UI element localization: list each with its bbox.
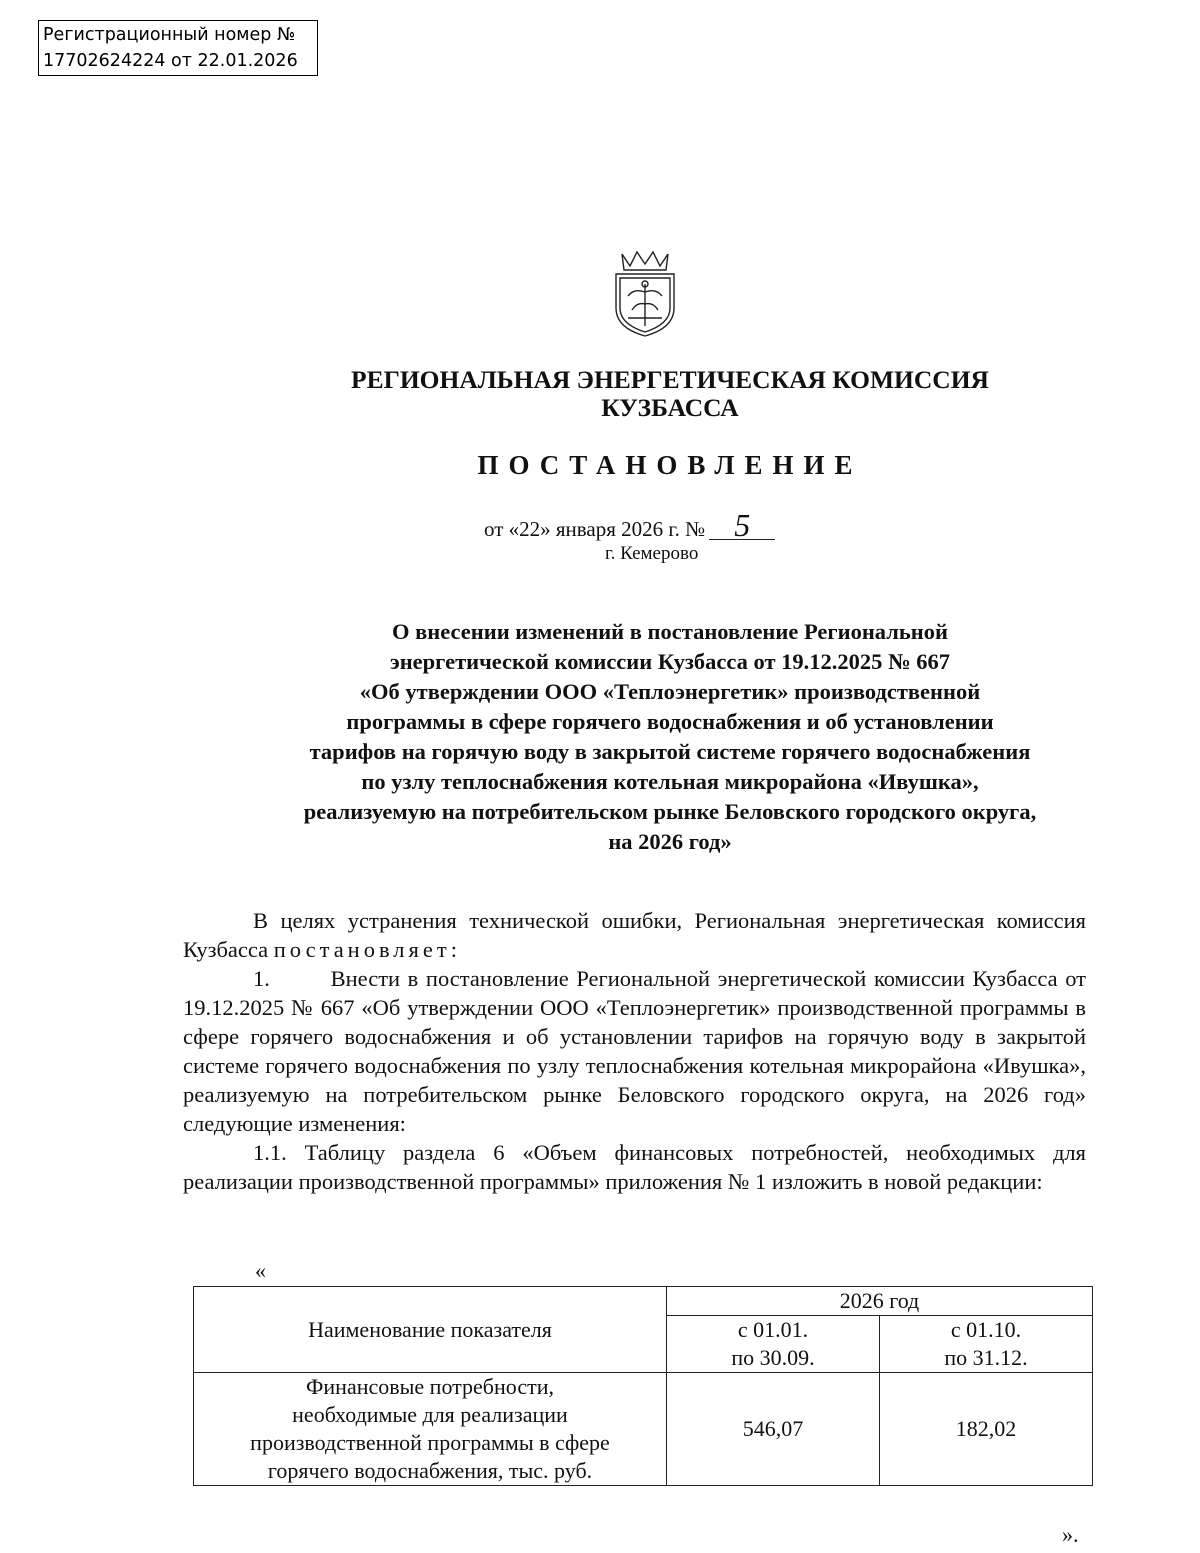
- period-1-end: по 30.09.: [731, 1345, 815, 1370]
- subject-line: энергетической комиссии Кузбасса от 19.12.2025 № 667: [389, 649, 951, 674]
- row-name-line: Финансовые потребности,: [306, 1374, 554, 1399]
- header-period-2: [880, 1316, 1093, 1373]
- item-1-paragraph: 1. Внести в постановление Региональной энергетической комиссии Кузбасса от 19.12.2025 № 667 «Об утверждении ООО «Теплоэнергетик» производственной программы в сфере горячего водоснабжения и об установлении тарифов на горячую воду в закрытой системе горячего водоснабжения по узлу теплоснабжения котельная микрорайона «Ивушка», реализуемую на потребительском рынке Беловского городского округа, на 2026 год» следующие изменения:: [183, 966, 1086, 1136]
- subject-line: О внесении изменений в постановление Региональной: [392, 619, 948, 644]
- subject-line: реализуемую на потребительском рынке Беловского городского округа,: [303, 799, 1037, 824]
- subject-line: программы в сфере горячего водоснабжения и об установлении: [346, 709, 994, 734]
- org-line-1: РЕГИОНАЛЬНАЯ ЭНЕРГЕТИЧЕСКАЯ КОМИССИЯ: [351, 365, 989, 394]
- intro-paragraph: [183, 906, 1086, 964]
- header-year: 2026 год: [667, 1287, 1093, 1316]
- financial-needs-table: [193, 1286, 1093, 1486]
- header-period-1: [667, 1316, 880, 1373]
- row-name-line: производственной программы в сфере: [250, 1430, 610, 1455]
- value-period-2: 182,02: [880, 1373, 1093, 1486]
- registration-stamp: [38, 20, 318, 76]
- period-1-start: с 01.01.: [737, 1317, 809, 1342]
- registration-line-1: Регистрационный номер №: [43, 25, 296, 45]
- table-header-row: [194, 1287, 1093, 1316]
- subject-line: тарифов на горячую воду в закрытой системе горячего водоснабжения: [309, 739, 1031, 764]
- date-text: от «22» января 2026 г. №: [484, 517, 706, 541]
- row-name-line: горячего водоснабжения, тыс. руб.: [267, 1458, 593, 1483]
- subject-line: по узлу теплоснабжения котельная микрорайона «Ивушка»,: [361, 769, 979, 794]
- row-indicator-name: [194, 1373, 667, 1486]
- decree-city: г. Кемерово: [605, 543, 699, 564]
- intro-text: В целях устранения технической ошибки, Региональная энергетическая комиссия Кузбасса: [183, 908, 1086, 962]
- period-2-end: по 31.12.: [944, 1345, 1028, 1370]
- organization-name: [300, 366, 1040, 422]
- decree-number: 5: [709, 511, 775, 540]
- decree-date: [484, 507, 775, 543]
- subject-line: на 2026 год»: [608, 829, 732, 854]
- org-line-2: КУЗБАССА: [601, 393, 739, 422]
- subject-line: «Об утверждении ООО «Теплоэнергетик» производственной: [359, 679, 981, 704]
- decree-subject: [170, 617, 1170, 857]
- registration-line-2: 17702624224 от 22.01.2026: [43, 51, 298, 71]
- quote-close: ».: [1062, 1522, 1079, 1547]
- document-type: ПОСТАНОВЛЕНИЕ: [477, 450, 863, 480]
- row-name-line: необходимые для реализации: [292, 1402, 568, 1427]
- quote-open: «: [255, 1258, 266, 1283]
- header-indicator-name: Наименование показателя: [194, 1287, 667, 1373]
- table-row: [194, 1373, 1093, 1486]
- value-period-1: 546,07: [667, 1373, 880, 1486]
- coat-of-arms-icon: [604, 248, 686, 340]
- item-1-1-paragraph: 1.1. Таблицу раздела 6 «Объем финансовых потребностей, необходимых для реализации производственной программы» приложения № 1 изложить в новой редакции:: [183, 1140, 1086, 1194]
- intro-verb: постановляет:: [273, 937, 461, 962]
- period-2-start: с 01.10.: [950, 1317, 1022, 1342]
- decree-body: [183, 906, 1086, 1196]
